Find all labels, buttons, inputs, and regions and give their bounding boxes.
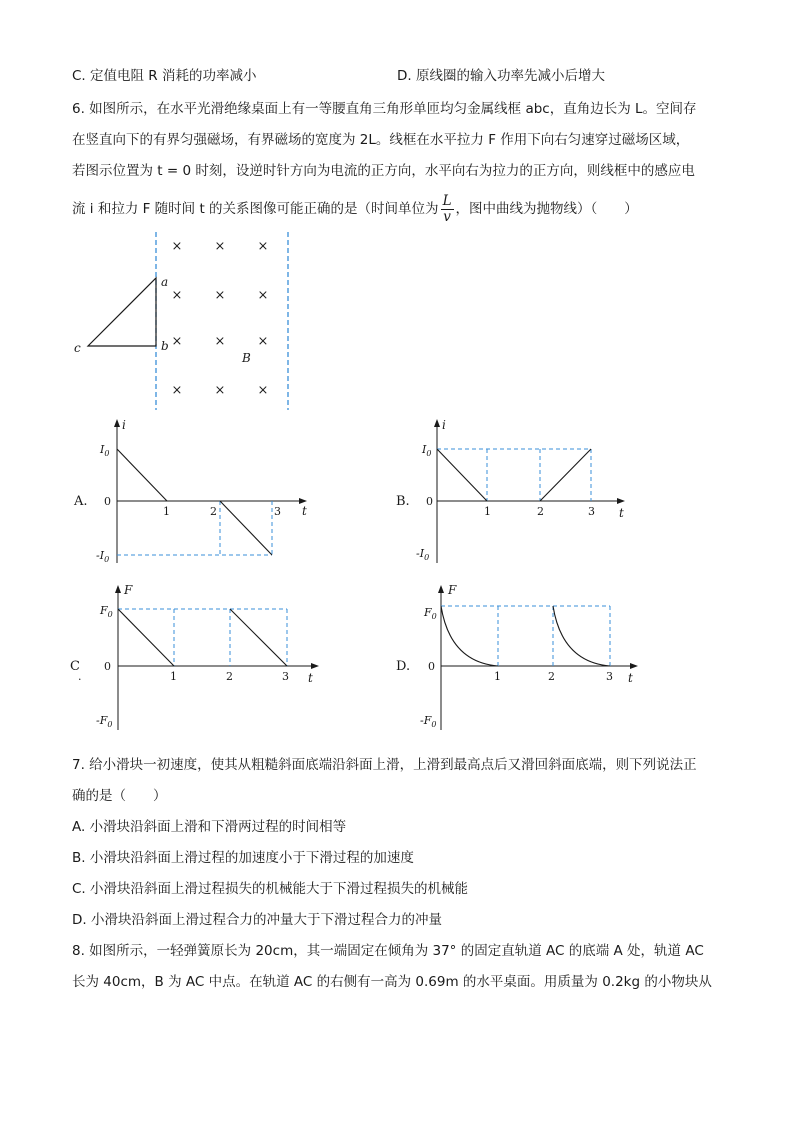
q7-line2: 确的是（ ）	[72, 788, 167, 804]
triangle-frame-abc	[88, 278, 156, 346]
current-segment-1	[117, 449, 167, 501]
x-axis-arrow	[617, 498, 625, 504]
y-pos-label: $I_0$	[100, 443, 110, 458]
current-segment-1	[437, 449, 487, 501]
q7-option-c: C. 小滑块沿斜面上滑过程损失的机械能大于下滑过程损失的机械能	[72, 881, 469, 897]
y-axis-arrow	[434, 419, 440, 427]
tick-1: 1	[494, 670, 501, 683]
y-neg-label: $-I_0$	[416, 547, 430, 562]
q7-option-a: A. 小滑块沿斜面上滑和下滑两过程的时间相等	[72, 819, 347, 835]
option-d-letter: D.	[396, 659, 411, 674]
y-pos-label: $I_0$	[422, 443, 432, 458]
option-c-letter: C	[70, 659, 80, 674]
q7-line1: 7. 给小滑块一初速度，使其从粗糙斜面底端沿斜面上滑，上滑到最高点后又滑回斜面底端，则下列说法正	[72, 757, 697, 773]
force-curve-2	[553, 606, 610, 666]
graph-d	[390, 578, 660, 738]
y-axis-arrow	[115, 585, 121, 593]
y-axis-label: F	[448, 583, 457, 597]
time-unit-fraction	[441, 194, 454, 225]
q6-line1: 6. 如图所示，在水平光滑绝缘桌面上有一等腰直角三角形单匝均匀金属线框 abc，直角边长为 L。空间存	[72, 101, 697, 117]
q8-line1: 8. 如图所示，一轻弹簧原长为 20cm，其一端固定在倾角为 37° 的固定直轨道 AC 的底端 A 处，轨道 AC	[72, 943, 704, 959]
y-axis-arrow	[114, 419, 120, 427]
tick-1: 1	[163, 505, 170, 518]
option-b-letter: B.	[396, 494, 410, 509]
graph-c	[60, 578, 330, 738]
origin-label: 0	[426, 495, 433, 508]
x-axis-label: t	[628, 671, 633, 685]
option-c-prev: C. 定值电阻 R 消耗的功率减小	[72, 68, 257, 84]
q6-line4	[72, 192, 638, 226]
current-segment-2	[540, 449, 591, 501]
force-segment-1	[118, 609, 174, 666]
tick-2: 2	[226, 670, 233, 683]
y-axis-label: i	[122, 418, 126, 432]
field-cross: ×	[171, 383, 183, 398]
origin-label: 0	[428, 660, 435, 673]
field-cross: ×	[214, 383, 226, 398]
q8-line2: 长为 40cm，B 为 AC 中点。在轨道 AC 的右侧有一高为 0.69m 的水平桌面。用质量为 0.2kg 的小物块从	[72, 974, 712, 990]
current-segment-2	[220, 501, 272, 555]
field-cross: ×	[171, 334, 183, 349]
field-figure	[60, 228, 320, 414]
y-neg-label: $-F_0$	[96, 714, 113, 729]
graph-a	[60, 415, 320, 575]
x-axis-arrow	[630, 663, 638, 669]
label-a: a	[161, 275, 169, 289]
field-cross: ×	[214, 288, 226, 303]
q6-line2: 在竖直向下的有界匀强磁场，有界磁场的宽度为 2L。线框在水平拉力 F 作用下向右匀速穿过磁场区域，	[72, 132, 690, 148]
tick-3: 3	[274, 505, 281, 518]
x-axis-arrow	[311, 663, 319, 669]
label-b: b	[161, 339, 169, 353]
y-axis-label: F	[124, 583, 133, 597]
option-d-prev: D. 原线圈的输入功率先减小后增大	[397, 68, 605, 84]
q7-option-d: D. 小滑块沿斜面上滑过程合力的冲量大于下滑过程合力的冲量	[72, 912, 442, 928]
field-cross: ×	[257, 288, 269, 303]
y-axis-arrow	[438, 585, 444, 593]
q6-line4a: 流 i 和拉力 F 随时间 t 的关系图像可能正确的是（时间单位为	[72, 201, 439, 217]
tick-2: 2	[210, 505, 217, 518]
option-c-dot: .	[78, 670, 82, 683]
label-c: c	[74, 341, 81, 355]
field-cross: ×	[257, 334, 269, 349]
tick-1: 1	[484, 505, 491, 518]
tick-3: 3	[606, 670, 613, 683]
y-pos-label: $F_0$	[424, 606, 437, 621]
y-axis-label: i	[442, 418, 446, 432]
q6-line3: 若图示位置为 t = 0 时刻，设逆时针方向为电流的正方向，水平向右为拉力的正方向，则线框中的感应电	[72, 163, 695, 179]
y-neg-label: $-I_0$	[96, 549, 110, 564]
field-cross: ×	[257, 239, 269, 254]
q6-line4b: ，图中曲线为抛物线）（ ）	[455, 201, 638, 217]
origin-label: 0	[104, 660, 111, 673]
x-axis-label: t	[308, 671, 313, 685]
field-cross: ×	[214, 334, 226, 349]
y-pos-label: $F_0$	[100, 604, 113, 619]
tick-3: 3	[588, 505, 595, 518]
origin-label: 0	[104, 495, 111, 508]
field-cross: ×	[171, 239, 183, 254]
tick-1: 1	[170, 670, 177, 683]
x-axis-label: t	[302, 504, 307, 518]
force-segment-2	[230, 609, 287, 666]
tick-3: 3	[282, 670, 289, 683]
field-cross: ×	[214, 239, 226, 254]
option-a-letter: A.	[74, 494, 88, 509]
field-cross: ×	[257, 383, 269, 398]
force-curve-1	[441, 606, 498, 666]
fraction-numerator: L	[442, 192, 452, 209]
tick-2: 2	[537, 505, 544, 518]
label-field-B: B	[242, 351, 251, 365]
graph-b	[390, 415, 650, 575]
tick-2: 2	[548, 670, 555, 683]
fraction-denominator: v	[443, 208, 451, 225]
x-axis-label: t	[619, 506, 624, 520]
field-cross: ×	[171, 288, 183, 303]
q7-option-b: B. 小滑块沿斜面上滑过程的加速度小于下滑过程的加速度	[72, 850, 414, 866]
y-neg-label: $-F_0$	[420, 714, 437, 729]
